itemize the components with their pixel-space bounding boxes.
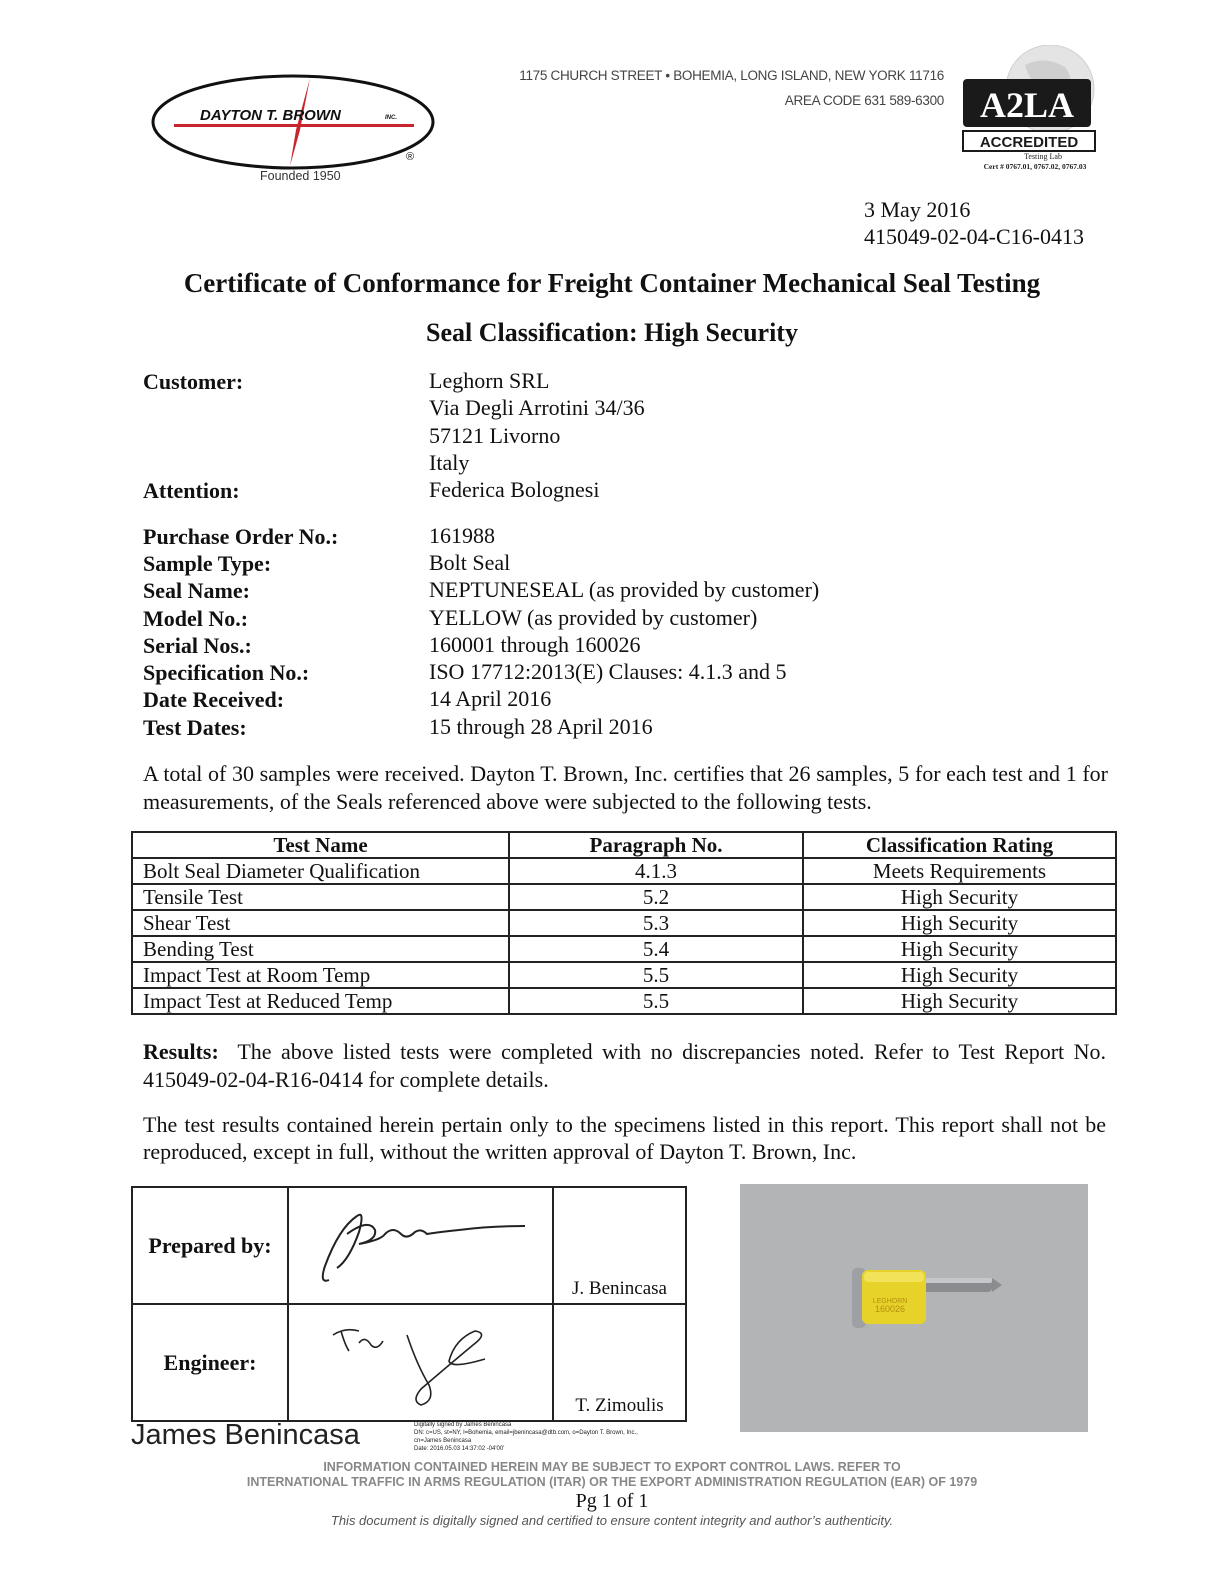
cert-number-text: Cert # 0767.01, 0767.02, 0767.03	[983, 162, 1087, 171]
results-text: The above listed tests were completed with no discrepancies noted. Refer to Test Report No. 415049-02-04-R16-0414 for complete details.	[143, 1039, 1107, 1092]
prepared-by-name: J. Benincasa	[553, 1187, 686, 1304]
intro-paragraph: A total of 30 samples were received. Dayton T. Brown, Inc. certifies that 26 samples, 5 for each test and 1 for measurements, of the Seals referenced above were subjected to the following tests.	[143, 761, 1108, 814]
signature-row	[132, 1304, 686, 1421]
customer-label: Customer:	[143, 369, 244, 394]
detail-value: YELLOW (as provided by customer)	[429, 605, 758, 630]
detail-label: Test Dates:	[143, 715, 247, 740]
engineer-name: T. Zimoulis	[553, 1304, 686, 1421]
digital-signature-line: DN: c=US, st=NY, l=Bohemia, email=jbenincasa@dtb.com, o=Dayton T. Brown, Inc.,	[414, 1430, 638, 1436]
rating-cell: High Security	[803, 884, 1116, 910]
signature-row	[132, 1187, 686, 1304]
digital-signature-line: Date: 2016.05.03 14:37:02 -04'00'	[414, 1446, 505, 1452]
detail-value: 15 through 28 April 2016	[429, 714, 653, 739]
table-row	[132, 910, 1116, 936]
test-name-cell: Impact Test at Reduced Temp	[132, 988, 509, 1014]
rating-cell: High Security	[803, 936, 1116, 962]
rating-cell: High Security	[803, 988, 1116, 1014]
detail-value: 14 April 2016	[429, 686, 552, 711]
rating-cell: High Security	[803, 962, 1116, 988]
attention-value: Federica Bolognesi	[429, 477, 600, 502]
export-notice-line: INTERNATIONAL TRAFFIC IN ARMS REGULATION (ITAR) OR THE EXPORT ADMINISTRATION REGULATION (EAR) OF 1979	[246, 1475, 978, 1489]
column-header: Classification Rating	[803, 832, 1116, 858]
detail-label: Model No.:	[143, 606, 249, 631]
disclaimer-paragraph: The test results contained herein pertain only to the specimens listed in this report. This report shall not be reproduced, except in full, without the written approval of Dayton T. Brown, Inc.	[143, 1112, 1106, 1164]
engineer-label: Engineer:	[132, 1304, 288, 1421]
engineer-signature-cell	[288, 1304, 553, 1421]
digital-signature-name: James Benincasa	[131, 1419, 360, 1451]
handwritten-signature-benincasa	[289, 1188, 549, 1298]
founded-text: Founded 1950	[260, 169, 341, 182]
detail-label: Specification No.:	[143, 660, 310, 685]
prepared-by-label: Prepared by:	[132, 1187, 288, 1304]
tests-table	[131, 831, 1117, 1015]
company-phone: AREA CODE 631 589-6300	[784, 93, 944, 108]
page-number: Pg 1 of 1	[575, 1490, 649, 1512]
export-notice-line: INFORMATION CONTAINED HEREIN MAY BE SUBJECT TO EXPORT CONTROL LAWS. REFER TO	[323, 1460, 901, 1474]
digital-signature-line: cn=James Benincasa	[414, 1438, 472, 1444]
rating-cell: High Security	[803, 910, 1116, 936]
results-paragraph	[143, 1038, 1106, 1094]
detail-value: NEPTUNESEAL (as provided by customer)	[429, 577, 820, 602]
customer-line: Italy	[429, 450, 470, 475]
detail-label: Serial Nos.:	[143, 633, 252, 658]
company-name: DAYTON T. BROWN	[200, 107, 341, 124]
paragraph-cell: 5.5	[509, 988, 803, 1014]
a2la-accreditation-badge	[955, 45, 1105, 173]
paragraph-cell: 4.1.3	[509, 858, 803, 884]
test-name-cell: Bolt Seal Diameter Qualification	[132, 858, 509, 884]
test-name-cell: Impact Test at Room Temp	[132, 962, 509, 988]
test-name-cell: Bending Test	[132, 936, 509, 962]
table-header-row	[132, 832, 1116, 858]
detail-label: Purchase Order No.:	[143, 524, 339, 549]
digital-signature-details	[414, 1421, 638, 1453]
document-date: 3 May 2016	[864, 197, 971, 222]
a2la-logo-text: A2LA	[979, 85, 1075, 125]
handwritten-signature-zimoulis	[289, 1305, 549, 1415]
signature-table	[131, 1186, 687, 1422]
paragraph-cell: 5.3	[509, 910, 803, 936]
customer-line: Via Degli Arrotini 34/36	[429, 395, 645, 420]
customer-line: Leghorn SRL	[429, 368, 550, 393]
document-reference: 415049-02-04-C16-0413	[864, 224, 1084, 249]
detail-value: 160001 through 160026	[429, 632, 641, 657]
testing-lab-text: Testing Lab	[1024, 152, 1062, 161]
results-label: Results:	[143, 1039, 219, 1064]
bolt-seal-photo	[740, 1184, 1088, 1432]
paragraph-cell: 5.5	[509, 962, 803, 988]
paragraph-cell: 5.4	[509, 936, 803, 962]
detail-value: 161988	[429, 523, 495, 548]
seal-label-brand: LEGHORN	[872, 1298, 908, 1305]
detail-label: Seal Name:	[143, 578, 250, 603]
table-row	[132, 936, 1116, 962]
table-row	[132, 884, 1116, 910]
table-row	[132, 962, 1116, 988]
footer-note: This document is digitally signed and certified to ensure content integrity and author’s authenticity.	[330, 1513, 894, 1528]
document-title: Certificate of Conformance for Freight Container Mechanical Seal Testing	[183, 268, 1041, 298]
digital-signature-line: Digitally signed by James Benincasa	[414, 1422, 512, 1428]
customer-line: 57121 Livorno	[429, 423, 561, 448]
detail-value: ISO 17712:2013(E) Clauses: 4.1.3 and 5	[429, 659, 787, 684]
table-row	[132, 858, 1116, 884]
company-address: 1175 CHURCH STREET • BOHEMIA, LONG ISLAND, NEW YORK 11716	[519, 68, 944, 83]
accredited-badge-text: ACCREDITED	[979, 134, 1079, 151]
column-header: Paragraph No.	[509, 832, 803, 858]
registered-mark: ®	[406, 151, 415, 163]
detail-value: Bolt Seal	[429, 550, 511, 575]
seal-classification: Seal Classification: High Security	[426, 318, 798, 347]
test-name-cell: Tensile Test	[132, 884, 509, 910]
company-logo	[150, 72, 440, 182]
attention-label: Attention:	[143, 478, 240, 503]
detail-label: Sample Type:	[143, 551, 272, 576]
detail-label: Date Received:	[143, 687, 285, 712]
column-header: Test Name	[132, 832, 509, 858]
test-name-cell: Shear Test	[132, 910, 509, 936]
seal-label-serial: 160026	[874, 1304, 906, 1314]
rating-cell: Meets Requirements	[803, 858, 1116, 884]
prepared-by-signature-cell	[288, 1187, 553, 1304]
paragraph-cell: 5.2	[509, 884, 803, 910]
company-suffix: INC.	[385, 115, 397, 121]
table-row	[132, 988, 1116, 1014]
